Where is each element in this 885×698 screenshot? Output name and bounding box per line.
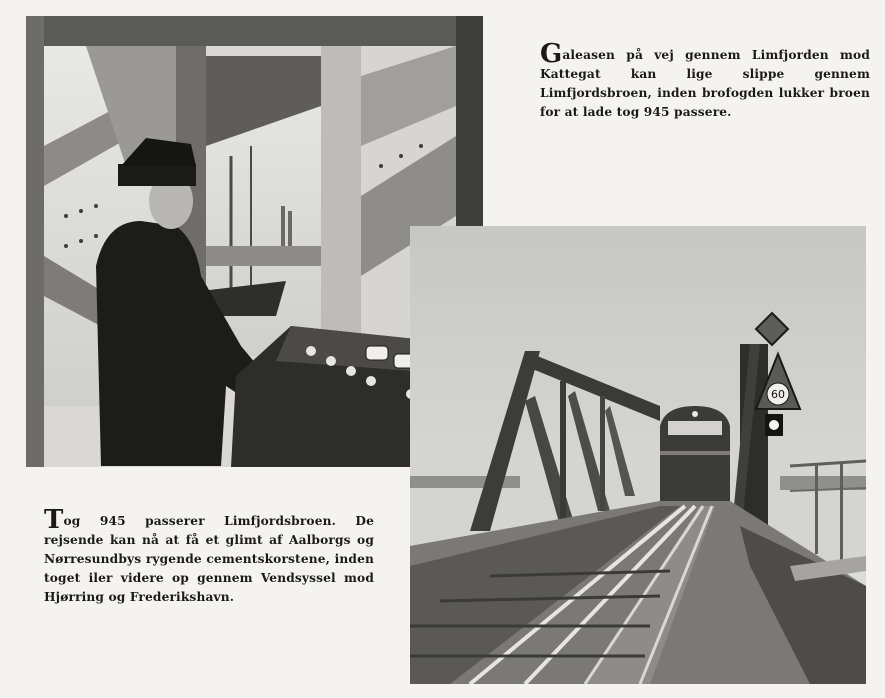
caption-galeasen-text: aleasen på vej gennem Limfjorden mod Kattegat kan lige slippe gennem Limfjordsbroen, inden brofogden lukker broen for at lade tog 945 passere. [540,48,870,120]
speed-sign-label: 60 [771,388,785,401]
caption-tog-945-text: og 945 passerer Limfjordsbroen. De rejsende kan nå at få et glimt af Aalborgs og Nørresundbys rygende cementskorstene, inden toget iler videre op gennem Vendsyssel mod Hjørring og Frederikshavn. [44,514,374,605]
train-bridge-illustration [410,226,866,684]
caption-tog-945-initial: T [44,505,64,536]
caption-tog-945 [44,505,374,607]
caption-galeasen-initial: G [540,39,563,70]
photo-train-on-bridge [410,226,866,684]
caption-galeasen [540,39,870,122]
